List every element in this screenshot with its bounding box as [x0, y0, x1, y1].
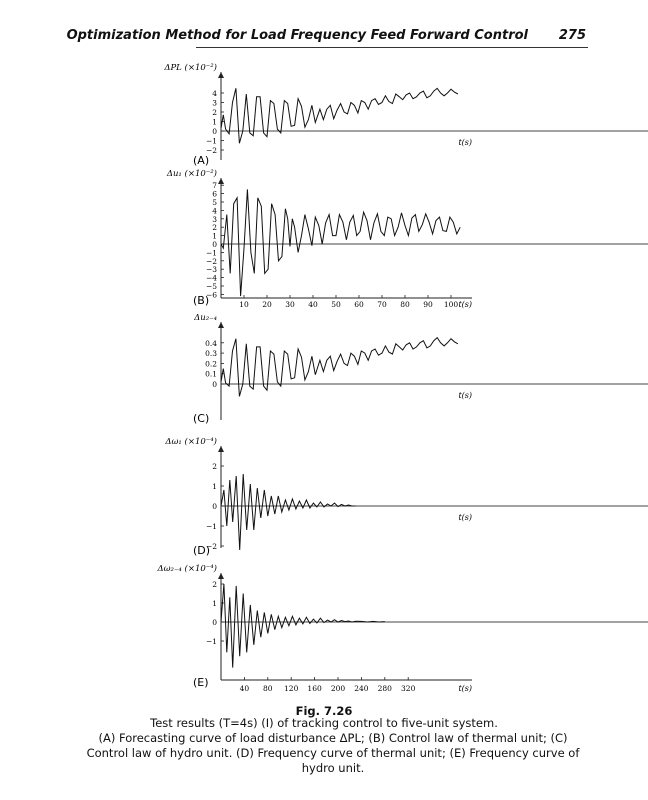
x-tick-label: 160 — [307, 684, 322, 693]
figure-label: Fig. 7.26 — [295, 704, 353, 718]
y-tick-label: 7 — [212, 181, 217, 191]
y-axis-label: Δu₁ (×10⁻²) — [166, 169, 217, 179]
series-line — [221, 88, 458, 143]
y-tick-label: −1 — [205, 637, 217, 646]
page-number: 275 — [558, 28, 586, 43]
x-tick-label: 20 — [262, 300, 272, 309]
y-tick-label: −1 — [205, 248, 217, 258]
y-tick-label: 2 — [212, 462, 217, 471]
y-tick-label: 2 — [212, 108, 217, 117]
y-axis-arrow — [218, 178, 224, 184]
x-tick-label: 200 — [330, 684, 346, 693]
chart-panel-3 — [193, 313, 648, 425]
y-tick-label: 2 — [212, 223, 217, 233]
y-tick-label: −2 — [205, 146, 217, 155]
panel-label: (B) — [193, 294, 210, 307]
x-tick-label: 70 — [377, 300, 387, 309]
y-tick-label: 0.3 — [205, 349, 217, 359]
chart-panel-5 — [156, 563, 648, 693]
y-axis-arrow — [218, 446, 224, 452]
x-tick-label: 30 — [285, 300, 295, 309]
x-tick-label: 280 — [377, 684, 392, 693]
y-axis-arrow — [218, 573, 224, 579]
x-axis-label: t(s) — [458, 684, 472, 693]
y-axis-arrow — [218, 72, 224, 78]
series-line — [221, 189, 460, 296]
y-tick-label: 0 — [212, 127, 217, 136]
figure-description: (A) Forecasting curve of load disturbance ΔPL; (B) Control law of thermal unit; (C) Control law of hydro unit. (D) Frequency curve of thermal unit; (E) Frequency curve of hydro unit. — [86, 731, 580, 775]
y-tick-label: −2 — [205, 256, 217, 266]
y-axis-label: Δu₂₋₄ — [194, 313, 217, 323]
x-axis-label: t(s) — [458, 138, 472, 147]
y-axis-label: Δω₁ (×10⁻⁴) — [165, 437, 217, 447]
x-tick-label: 100 — [443, 300, 459, 309]
x-tick-label: 50 — [331, 300, 341, 309]
x-tick-label: 90 — [423, 300, 433, 309]
y-tick-label: 0.1 — [205, 369, 217, 379]
y-tick-label: −3 — [205, 265, 217, 275]
y-tick-label: 0.2 — [205, 359, 217, 369]
figure-title: Test results (T=4s) (I) of tracking control to five-unit system. — [150, 716, 498, 730]
panel-label: (C) — [193, 412, 210, 425]
series-line — [221, 584, 385, 668]
y-tick-label: 0.4 — [205, 338, 217, 348]
chart-panel-2 — [166, 168, 648, 309]
series-line — [221, 474, 356, 550]
panel-label: (E) — [193, 676, 209, 689]
panel-label: (A) — [193, 154, 210, 167]
x-tick-label: 40 — [308, 300, 318, 309]
y-tick-label: 0 — [212, 502, 217, 511]
y-tick-label: −4 — [205, 273, 217, 283]
y-axis-arrow — [218, 322, 224, 328]
x-tick-label: 60 — [354, 300, 364, 309]
x-tick-label: 10 — [239, 300, 249, 309]
y-tick-label: 2 — [212, 580, 217, 589]
x-axis-label: t(s) — [458, 300, 472, 309]
y-tick-label: 4 — [212, 89, 217, 98]
chart-panel-4 — [164, 436, 648, 557]
y-tick-label: −1 — [205, 522, 217, 531]
y-tick-label: −1 — [205, 136, 217, 146]
y-tick-label: 1 — [212, 231, 217, 241]
y-axis-label: Δω₂₋₄ (×10⁻⁴) — [157, 564, 217, 574]
x-tick-label: 120 — [284, 684, 299, 693]
x-tick-label: 80 — [400, 300, 410, 309]
y-tick-label: −6 — [205, 290, 217, 300]
y-tick-label: −5 — [205, 282, 217, 291]
y-axis-label: ΔPL (×10⁻²) — [164, 63, 217, 73]
y-tick-label: 1 — [212, 482, 217, 491]
x-axis-label: t(s) — [458, 391, 472, 400]
y-tick-label: 0 — [212, 240, 217, 249]
y-tick-label: 6 — [212, 189, 217, 199]
chart-panel-1 — [163, 62, 648, 167]
x-tick-label: 80 — [263, 684, 273, 693]
panel-label: (D) — [193, 544, 211, 557]
y-tick-label: 5 — [212, 198, 217, 207]
x-tick-label: 240 — [354, 684, 369, 693]
x-tick-label: 320 — [401, 684, 416, 693]
y-tick-label: 0 — [212, 618, 217, 627]
y-tick-label: 3 — [212, 98, 217, 108]
y-tick-label: 3 — [212, 214, 217, 224]
y-tick-label: −2 — [205, 542, 217, 551]
x-axis-label: t(s) — [458, 513, 472, 522]
y-tick-label: 0 — [212, 380, 217, 389]
y-tick-label: 1 — [212, 117, 217, 127]
series-line — [221, 338, 458, 397]
x-tick-label: 40 — [239, 684, 250, 693]
y-tick-label: 1 — [212, 599, 217, 608]
running-title: Optimization Method for Load Frequency Feed Forward Control — [66, 28, 528, 43]
y-tick-label: 4 — [212, 206, 217, 216]
